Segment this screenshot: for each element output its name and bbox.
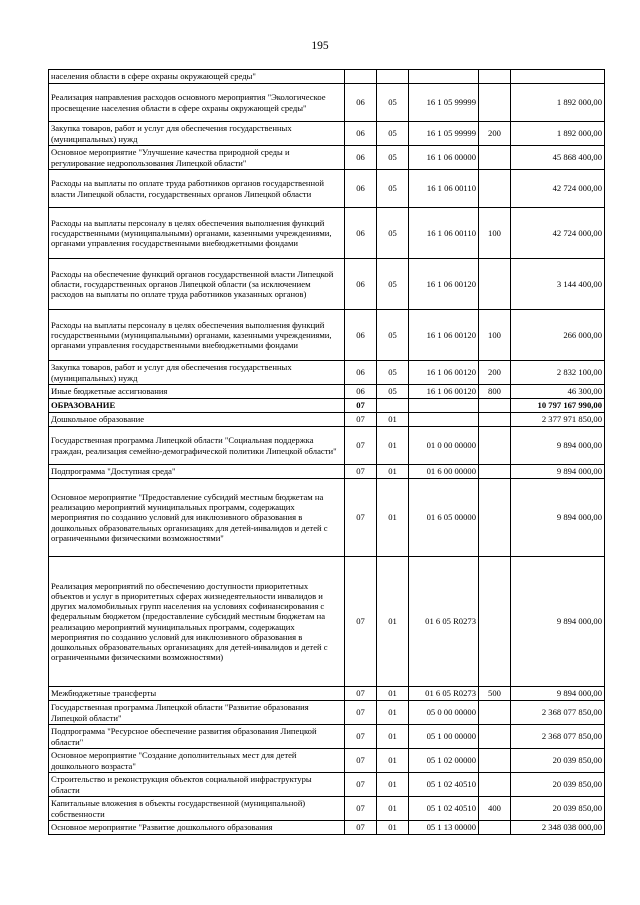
row-section-code: 07: [345, 399, 377, 413]
budget-table: [48, 69, 605, 835]
row-name: ОБРАЗОВАНИЕ: [49, 399, 345, 413]
row-target-article: 16 1 06 00120: [409, 385, 479, 399]
row-name: Закупка товаров, работ и услуг для обеспечения государственных (муниципальных) нужд: [49, 122, 345, 146]
row-target-article: 05 1 00 00000: [409, 725, 479, 749]
row-amount: 46 300,00: [511, 385, 605, 399]
row-amount: 2 368 077 850,00: [511, 725, 605, 749]
row-subsection-code: 01: [377, 749, 409, 773]
row-amount: 2 377 971 850,00: [511, 413, 605, 427]
row-subsection-code: 05: [377, 84, 409, 122]
table-row: [49, 385, 605, 399]
row-section-code: 07: [345, 701, 377, 725]
table-row: [49, 399, 605, 413]
row-subsection-code: 01: [377, 725, 409, 749]
row-target-article: 16 1 06 00120: [409, 361, 479, 385]
row-target-article: 16 1 06 00110: [409, 170, 479, 208]
row-amount: 42 724 000,00: [511, 208, 605, 259]
row-amount: 2 368 077 850,00: [511, 701, 605, 725]
row-section-code: 06: [345, 146, 377, 170]
row-target-article: 16 1 06 00120: [409, 259, 479, 310]
row-name: Основное мероприятие "Создание дополнительных мест для детей дошкольного возраста": [49, 749, 345, 773]
row-name: Межбюджетные трансферты: [49, 687, 345, 701]
table-row: [49, 208, 605, 259]
table-row: [49, 479, 605, 557]
row-amount: 9 894 000,00: [511, 465, 605, 479]
row-name: Дошкольное образование: [49, 413, 345, 427]
table-row: [49, 310, 605, 361]
row-subsection-code: 05: [377, 122, 409, 146]
row-amount: 9 894 000,00: [511, 479, 605, 557]
row-target-article: 05 1 02 40510: [409, 797, 479, 821]
table-row: [49, 170, 605, 208]
row-expense-type: [479, 701, 511, 725]
row-expense-type: [479, 725, 511, 749]
row-expense-type: 400: [479, 797, 511, 821]
row-amount: 20 039 850,00: [511, 797, 605, 821]
table-row: [49, 701, 605, 725]
row-name: Расходы на обеспечение функций органов государственной власти Липецкой области, государственных органов Липецкой области (за исключением расходов на выплаты по оплате труда работников указанных органов): [49, 259, 345, 310]
row-amount: [511, 70, 605, 84]
row-section-code: 06: [345, 259, 377, 310]
row-amount: 9 894 000,00: [511, 427, 605, 465]
row-subsection-code: 01: [377, 465, 409, 479]
table-row: [49, 557, 605, 687]
budget-table-body: [49, 70, 605, 835]
row-target-article: 16 1 06 00000: [409, 146, 479, 170]
row-amount: 1 892 000,00: [511, 84, 605, 122]
row-name: Иные бюджетные ассигнования: [49, 385, 345, 399]
row-expense-type: [479, 557, 511, 687]
row-subsection-code: 05: [377, 361, 409, 385]
row-expense-type: [479, 773, 511, 797]
row-expense-type: 500: [479, 687, 511, 701]
page-number: 195: [311, 40, 329, 52]
row-subsection-code: 05: [377, 310, 409, 361]
row-name: Реализация направления расходов основного мероприятия "Экологическое просвещение населения области в сфере охраны окружающей среды": [49, 84, 345, 122]
row-section-code: 07: [345, 821, 377, 835]
row-subsection-code: 01: [377, 687, 409, 701]
row-target-article: 01 6 05 00000: [409, 479, 479, 557]
row-section-code: 07: [345, 413, 377, 427]
table-row: [49, 84, 605, 122]
row-expense-type: [479, 479, 511, 557]
row-name: Государственная программа Липецкой области "Развитие образования Липецкой области": [49, 701, 345, 725]
row-expense-type: [479, 413, 511, 427]
row-section-code: 07: [345, 773, 377, 797]
table-row: [49, 146, 605, 170]
table-row: [49, 259, 605, 310]
row-expense-type: [479, 146, 511, 170]
row-name: Подпрограмма "Доступная среда": [49, 465, 345, 479]
row-section-code: 07: [345, 479, 377, 557]
row-subsection-code: 01: [377, 821, 409, 835]
row-target-article: 16 1 06 00110: [409, 208, 479, 259]
row-target-article: 05 1 02 40510: [409, 773, 479, 797]
row-section-code: 06: [345, 208, 377, 259]
row-amount: 2 348 038 000,00: [511, 821, 605, 835]
row-expense-type: [479, 821, 511, 835]
row-expense-type: 100: [479, 310, 511, 361]
row-section-code: 06: [345, 122, 377, 146]
row-subsection-code: 01: [377, 557, 409, 687]
row-amount: 20 039 850,00: [511, 749, 605, 773]
row-expense-type: [479, 84, 511, 122]
row-expense-type: 200: [479, 361, 511, 385]
row-name: Строительство и реконструкция объектов социальной инфраструктуры области: [49, 773, 345, 797]
row-subsection-code: [377, 70, 409, 84]
row-section-code: 07: [345, 687, 377, 701]
row-subsection-code: 01: [377, 427, 409, 465]
row-amount: 42 724 000,00: [511, 170, 605, 208]
row-name: Закупка товаров, работ и услуг для обеспечения государственных (муниципальных) нужд: [49, 361, 345, 385]
row-section-code: 07: [345, 557, 377, 687]
row-subsection-code: 05: [377, 385, 409, 399]
row-target-article: 16 1 06 00120: [409, 310, 479, 361]
row-target-article: [409, 70, 479, 84]
row-expense-type: 100: [479, 208, 511, 259]
row-name: Основное мероприятие "Улучшение качества природной среды и регулирование недропользования Липецкой области": [49, 146, 345, 170]
row-name: Подпрограмма "Ресурсное обеспечение развития образования Липецкой области": [49, 725, 345, 749]
table-row: [49, 725, 605, 749]
row-target-article: 05 0 00 00000: [409, 701, 479, 725]
row-expense-type: [479, 170, 511, 208]
table-row: [49, 361, 605, 385]
row-section-code: [345, 70, 377, 84]
table-row: [49, 465, 605, 479]
row-section-code: 06: [345, 310, 377, 361]
row-name: Расходы на выплаты по оплате труда работников органов государственной власти Липецкой области, государственных органов Липецкой области: [49, 170, 345, 208]
row-expense-type: [479, 259, 511, 310]
row-subsection-code: 01: [377, 701, 409, 725]
row-amount: 20 039 850,00: [511, 773, 605, 797]
row-subsection-code: 05: [377, 170, 409, 208]
row-subsection-code: 01: [377, 773, 409, 797]
row-target-article: 16 1 05 99999: [409, 122, 479, 146]
table-row: [49, 797, 605, 821]
row-target-article: 01 0 00 00000: [409, 427, 479, 465]
row-expense-type: 800: [479, 385, 511, 399]
row-section-code: 06: [345, 84, 377, 122]
row-target-article: 16 1 05 99999: [409, 84, 479, 122]
row-section-code: 07: [345, 725, 377, 749]
row-name: Основное мероприятие "Предоставление субсидий местным бюджетам на реализацию мероприятий муниципальных программ, содержащих мероприятия по созданию условий для инклюзивного образования в дошкольных образовательных организациях для детей-инвалидов и детей с ограниченными физическими возможностями": [49, 479, 345, 557]
row-subsection-code: 05: [377, 146, 409, 170]
table-row: [49, 821, 605, 835]
row-expense-type: [479, 427, 511, 465]
row-amount: 9 894 000,00: [511, 557, 605, 687]
row-name: Капитальные вложения в объекты государственной (муниципальной) собственности: [49, 797, 345, 821]
row-target-article: 01 6 00 00000: [409, 465, 479, 479]
row-subsection-code: 05: [377, 208, 409, 259]
row-section-code: 07: [345, 797, 377, 821]
table-row: [49, 773, 605, 797]
row-section-code: 07: [345, 427, 377, 465]
row-amount: 1 892 000,00: [511, 122, 605, 146]
row-name: Государственная программа Липецкой области "Социальная поддержка граждан, реализация семейно-демографической политики Липецкой области": [49, 427, 345, 465]
table-row: [49, 413, 605, 427]
row-subsection-code: [377, 399, 409, 413]
row-amount: 10 797 167 990,00: [511, 399, 605, 413]
row-name: Основное мероприятие "Развитие дошкольного образования: [49, 821, 345, 835]
row-expense-type: [479, 465, 511, 479]
row-amount: 266 000,00: [511, 310, 605, 361]
row-expense-type: 200: [479, 122, 511, 146]
row-target-article: 05 1 13 00000: [409, 821, 479, 835]
row-target-article: [409, 413, 479, 427]
row-target-article: 01 6 05 R0273: [409, 557, 479, 687]
row-subsection-code: 01: [377, 479, 409, 557]
table-row: [49, 687, 605, 701]
table-row: [49, 70, 605, 84]
row-subsection-code: 01: [377, 797, 409, 821]
table-row: [49, 427, 605, 465]
row-amount: 3 144 400,00: [511, 259, 605, 310]
row-subsection-code: 05: [377, 259, 409, 310]
row-section-code: 07: [345, 749, 377, 773]
row-amount: 9 894 000,00: [511, 687, 605, 701]
row-subsection-code: 01: [377, 413, 409, 427]
row-section-code: 06: [345, 170, 377, 208]
row-name: населения области в сфере охраны окружающей среды": [49, 70, 345, 84]
table-row: [49, 749, 605, 773]
row-amount: 45 868 400,00: [511, 146, 605, 170]
row-expense-type: [479, 399, 511, 413]
row-name: Реализация мероприятий по обеспечению доступности приоритетных объектов и услуг в приоритетных сферах жизнедеятельности инвалидов и других маломобильных групп населения на условиях софинансирования с федеральным бюджетом (предоставление субсидий местным бюджетам на реализацию мероприятий муниципальных программ, содержащих мероприятия по созданию условий для инклюзивного образования в дошкольных образовательных организациях для детей-инвалидов и детей с ограниченными физическими возможностями): [49, 557, 345, 687]
row-name: Расходы на выплаты персоналу в целях обеспечения выполнения функций государственными (муниципальными) органами, казенными учреждениями, органами управления государственными внебюджетными фондами: [49, 208, 345, 259]
row-target-article: [409, 399, 479, 413]
row-expense-type: [479, 749, 511, 773]
row-expense-type: [479, 70, 511, 84]
row-name: Расходы на выплаты персоналу в целях обеспечения выполнения функций государственными (муниципальными) органами, казенными учреждениями, органами управления государственными внебюджетными фондами: [49, 310, 345, 361]
row-section-code: 07: [345, 465, 377, 479]
row-section-code: 06: [345, 385, 377, 399]
row-target-article: 05 1 02 00000: [409, 749, 479, 773]
row-target-article: 01 6 05 R0273: [409, 687, 479, 701]
table-row: [49, 122, 605, 146]
row-section-code: 06: [345, 361, 377, 385]
row-amount: 2 832 100,00: [511, 361, 605, 385]
